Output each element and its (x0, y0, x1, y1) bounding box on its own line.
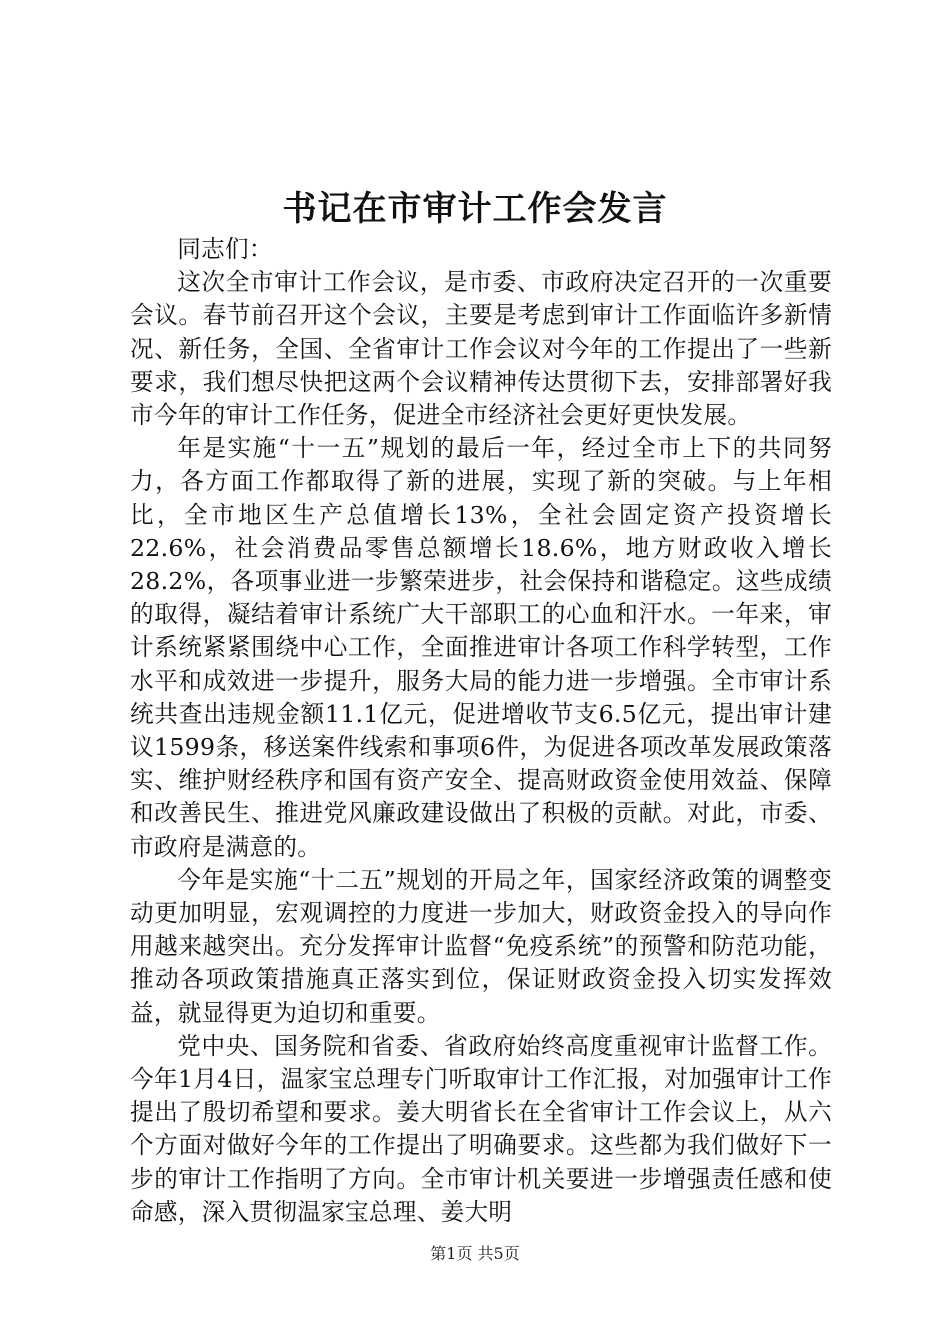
paragraph: 今年是实施“十二五”规划的开局之年，国家经济政策的调整变动更加明显，宏观调控的力度进一步加大，财政资金投入的导向作用越来越突出。充分发挥审计监督“免疫系统”的预警和防范功能，推动各项政策措施真正落实到位，保证财政资金投入切实发挥效益，就显得更为迫切和重要。 (130, 865, 832, 1027)
salutation: 同志们： (177, 235, 273, 263)
page-footer (0, 1243, 950, 1265)
document-title: 书记在市审计工作会发言 (282, 189, 668, 229)
paragraph: 党中央、国务院和省委、省政府始终高度重视审计监督工作。今年1月4日，温家宝总理专门听取审计工作汇报，对加强审计工作提出了殷切希望和要求。姜大明省长在全省审计工作会议上，从六个方面对做好今年的工作提出了明确要求。这些都为我们做好下一步的审计工作指明了方向。全市审计机关要进一步增强责任感和使命感，深入贯彻温家宝总理、姜大明 (130, 1031, 832, 1226)
paragraph: 年是实施“十一五”规划的最后一年，经过全市上下的共同努力，各方面工作都取得了新的进展，实现了新的突破。与上年相比，全市地区生产总值增长13%，全社会固定资产投资增长22.6%，社会消费品零售总额增长18.6%，地方财政收入增长28.2%，各项事业进一步繁荣进步，社会保持和谐稳定。这些成绩的取得，凝结着审计系统广大干部职工的心血和汗水。一年来，审计系统紧紧围绕中心工作，全面推进审计各项工作科学转型，工作水平和成效进一步提升，服务大局的能力进一步增强。全市审计系统共查出违规金额11.1亿元，促进增收节支6.5亿元，提出审计建议1599条，移送案件线索和事项6件，为促进各项改革发展政策落实、维护财经秩序和国有资产安全、提高财政资金使用效益、保障和改善民生、推进党风廉政建设做出了积极的贡献。对此，市委、市政府是满意的。 (130, 434, 832, 861)
document-body (130, 233, 832, 1229)
paragraph: 这次全市审计工作会议，是市委、市政府决定召开的一次重要会议。春节前召开这个会议，主要是考虑到审计工作面临许多新情况、新任务，全国、全省审计工作会议对今年的工作提出了一些新要求，我们想尽快把这两个会议精神传达贯彻下去，安排部署好我市今年的审计工作任务，促进全市经济社会更好更快发展。 (130, 268, 832, 430)
page-number: 第1页 共5页 (430, 1244, 520, 1263)
